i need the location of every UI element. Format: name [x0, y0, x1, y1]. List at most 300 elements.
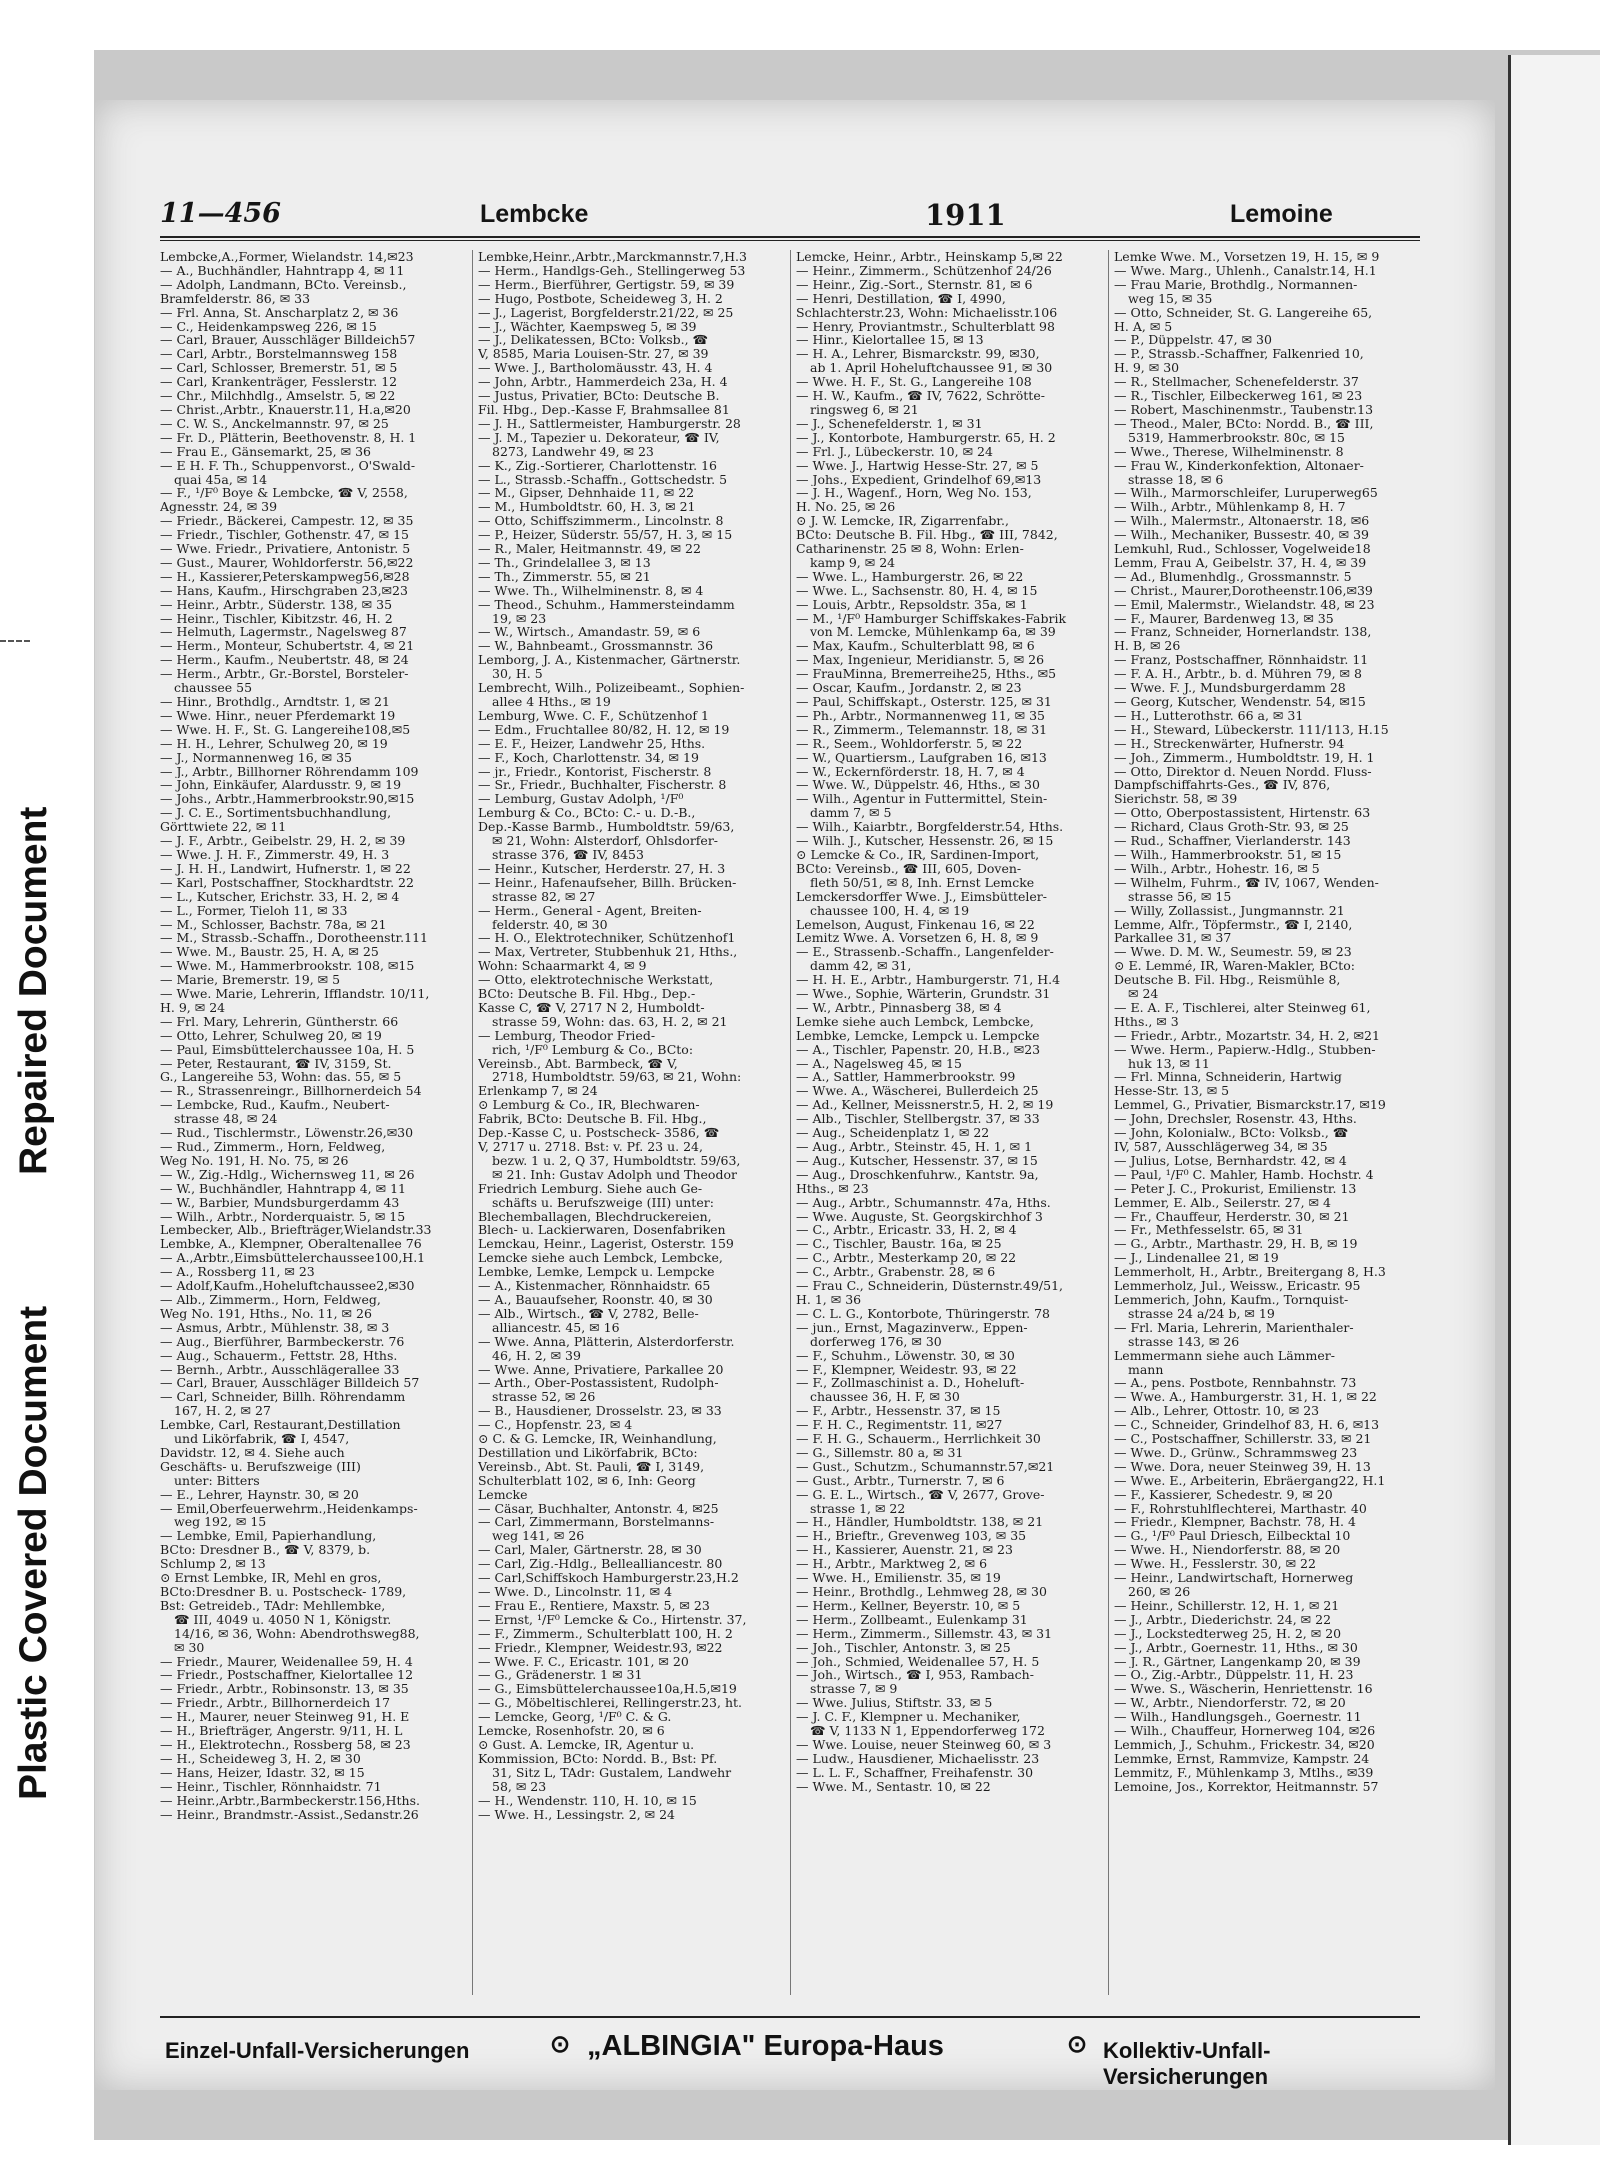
directory-entry: — P., Heizer, Süderstr. 55/57, H. 3, ✉ 15 — [478, 528, 733, 543]
directory-entry: — J., Normannenweg 16, ✉ 35 — [160, 750, 353, 765]
directory-entry: — Th., Zimmerstr. 55, ✉ 21 — [478, 569, 651, 584]
directory-entry: — Asmus, Arbtr., Mühlenstr. 38, ✉ 3 — [160, 1320, 390, 1335]
directory-entry: — Friedr., Klempner, Weidestr.93, ✉22 — [478, 1640, 723, 1655]
directory-entry: — Wwe. H. F., St. G. Langereihe108,✉5 — [160, 722, 411, 737]
directory-entry: — B., Hausdiener, Drosselstr. 23, ✉ 33 — [478, 1404, 722, 1419]
directory-entry: — Lembke, Emil, Papierhandlung, — [160, 1529, 377, 1544]
directory-entry: — Wwe. S., Wäscherin, Henriettenstr. 16 — [1114, 1682, 1373, 1697]
margin-dash-mark — [0, 640, 30, 642]
directory-entry: Blechemballagen, Blechdruckereien, — [478, 1209, 712, 1224]
directory-entry: — A., Tischler, Papenstr. 20, H.B., ✉23 — [796, 1042, 1041, 1057]
directory-entry: rich, ¹/F⁰ Lemburg & Co., BCto: — [492, 1042, 694, 1057]
directory-entry: — W., Barbier, Mundsburgerdamm 43 — [160, 1195, 400, 1210]
directory-entry: ⊙ E. Lemmé, IR, Waren-Makler, BCto: — [1114, 959, 1355, 974]
footer-bullet-left: ⊙ — [550, 2031, 571, 2058]
directory-entry: Lembcke,A.,Former, Wielandstr. 14,✉23 — [160, 250, 414, 264]
directory-entry: — Friedr., Tischler, Gothenstr. 47, ✉ 15 — [160, 528, 410, 543]
directory-entry: — J. C. E., Sortimentsbuchhandlung, — [160, 806, 392, 821]
directory-entry: — F., Koch, Charlottenstr. 34, ✉ 19 — [478, 750, 699, 765]
directory-entry: — E. F., Heizer, Landwehr 25, Hths. — [478, 736, 706, 751]
directory-entry: — M., Strassb.-Schaffn., Dorotheenstr.111 — [160, 931, 428, 946]
directory-entry: — J., Delikatessen, BCto: Volksb., ☎ — [478, 333, 709, 348]
directory-entry: — Adolph, Landmann, BCto. Vereinsb., — [160, 277, 407, 292]
directory-entry: — Wwe. Marie, Lehrerin, Ifflandstr. 10/11, — [160, 987, 430, 1001]
side-label-plastic-text: Plastic Covered Document — [12, 1305, 55, 1800]
directory-entry: quai 45a, ✉ 14 — [174, 472, 268, 487]
directory-entry: Lemmerich, John, Kaufm., Tornquist- — [1114, 1292, 1349, 1307]
directory-entry: — Arth., Ober-Postassistent, Rudolph- — [478, 1376, 719, 1391]
directory-entry: Weg No. 191, Hths., No. 11, ✉ 26 — [160, 1306, 372, 1321]
directory-entry: — A.,Arbtr.,Eimsbüttelerchaussee100,H.1 — [160, 1251, 426, 1266]
directory-entry: — Frau W., Kinderkonfektion, Altonaer- — [1114, 458, 1364, 473]
directory-entry: — M., Gipser, Dehnhaide 11, ✉ 22 — [478, 486, 695, 501]
directory-entry: — Otto, Direktor d. Neuen Nordd. Fluss- — [1114, 764, 1372, 779]
directory-entry: ab 1. April Hoheluftchaussee 91, ✉ 30 — [810, 361, 1053, 376]
directory-entry: Lemckau, Heinr., Lagerist, Osterstr. 159 — [478, 1237, 734, 1252]
guide-word-left: Lembcke — [480, 200, 589, 228]
directory-entry: — Wwe. Th., Wilhelminenstr. 8, ✉ 4 — [478, 583, 704, 598]
directory-entry: — A., Nagelsweg 45, ✉ 15 — [796, 1056, 962, 1071]
directory-entry: Kommission, BCto: Nordd. B., Bst: Pf. — [478, 1751, 718, 1766]
directory-entry: — J., Schenefelderstr. 1, ✉ 31 — [796, 416, 983, 431]
directory-entry: schäfts u. Berufszweige (III) unter: — [492, 1195, 714, 1210]
directory-entry: — Herm., Monteur, Schubertstr. 4, ✉ 21 — [160, 639, 415, 654]
directory-entry: — Wwe. D., Grünw., Schrammsweg 23 — [1114, 1445, 1358, 1460]
directory-entry: — Hans, Kaufm., Hirschgraben 23,✉23 — [160, 583, 408, 598]
directory-entry: Lembke, Lemcke, Lempck u. Lempcke — [796, 1028, 1040, 1043]
directory-entry: — W., Quartiersm., Laufgraben 16, ✉13 — [796, 750, 1047, 765]
directory-entry: Bst: Getreideb., TAdr: Mehllembke, — [160, 1598, 386, 1613]
column-4 — [1114, 250, 1418, 1995]
directory-entry: — jun., Ernst, Magazinverw., Eppen- — [796, 1320, 1028, 1335]
directory-entry: — Wwe. Herm., Papierw.-Hdlg., Stubben- — [1114, 1042, 1376, 1057]
directory-entry: H. A, ✉ 5 — [1114, 319, 1173, 334]
directory-entry: — F., Rohrstuhlflechterei, Marthastr. 40 — [1114, 1501, 1367, 1516]
directory-entry: chaussee 100, H. 4, ✉ 19 — [810, 903, 970, 918]
directory-entry: — Peter, Restaurant, ☎ IV, 3159, St. — [160, 1056, 392, 1071]
directory-entry: — W., Eckernförderstr. 18, H. 7, ✉ 4 — [796, 764, 1025, 779]
directory-entry: — Aug., Scheidenplatz 1, ✉ 22 — [796, 1126, 990, 1140]
directory-entry: — H. W., Kaufm., ☎ IV, 7622, Schrötte- — [796, 389, 1045, 403]
footer-bullet-right: ⊙ — [1067, 2031, 1088, 2058]
directory-entry: — G., ¹/F⁰ Paul Driesch, Eilbecktal 10 — [1114, 1529, 1351, 1544]
directory-entry: ⊙ Gust. A. Lemcke, IR, Agentur u. — [478, 1737, 695, 1752]
directory-entry: — Rud., Schaffner, Vierlanderstr. 143 — [1114, 834, 1351, 848]
directory-entry: Lemcke — [478, 1487, 528, 1502]
directory-entry: — Rud., Zimmerm., Horn, Feldweg, — [160, 1140, 386, 1154]
directory-entry: Hesse-Str. 13, ✉ 5 — [1114, 1084, 1230, 1099]
directory-entry: — Rud., Tischlermstr., Löwenstr.26,✉30 — [160, 1126, 414, 1140]
directory-entry: — W., Arbtr., Niendorferstr. 72, ✉ 20 — [1114, 1696, 1346, 1711]
directory-entry: — L. L. F., Schaffner, Freihafenstr. 30 — [796, 1765, 1034, 1780]
directory-entry: 31, Sitz L, TAdr: Gustalem, Landwehr — [492, 1765, 732, 1780]
directory-entry: — F., Arbtr., Hessenstr. 37, ✉ 15 — [796, 1404, 1001, 1419]
directory-entry: — Max, Vertreter, Stubbenhuk 21, Hths., — [478, 945, 738, 960]
directory-entry: Lemmke, Ernst, Rammvize, Kampstr. 24 — [1114, 1751, 1370, 1766]
directory-entry: huk 13, ✉ 11 — [1128, 1056, 1210, 1071]
directory-entry: — Wwe., Sophie, Wärterin, Grundstr. 31 — [796, 987, 1051, 1001]
directory-entry: Lemmich, J., Schuhm., Frickestr. 34, ✉20 — [1114, 1737, 1375, 1752]
directory-entry: V, 8585, Maria Louisen-Str. 27, ✉ 39 — [478, 347, 709, 362]
directory-entry: Lemcke, Rosenhofstr. 20, ✉ 6 — [478, 1724, 665, 1738]
footer-rule — [160, 2016, 1420, 2018]
directory-entry: strasse 376, ☎ IV, 8453 — [492, 847, 644, 862]
directory-entry: — Gust., Arbtr., Turnerstr. 7, ✉ 6 — [796, 1473, 1005, 1488]
directory-entry: — Lemburg, Theodor Fried- — [478, 1028, 656, 1043]
directory-entry: unter: Bitters — [174, 1473, 260, 1488]
directory-entry: — Herm., Handlgs-Geh., Stellingerweg 53 — [478, 263, 746, 278]
directory-entry: — Carl, Schneider, Billh. Röhrendamm — [160, 1390, 406, 1405]
page-header — [160, 196, 1420, 236]
directory-entry: — Wwe. Julius, Stiftstr. 33, ✉ 5 — [796, 1696, 993, 1711]
directory-entry: ✉ 21, Wohn: Alsterdorf, Ohlsdorfer- — [492, 834, 719, 848]
directory-entry: — Wwe. H., Fesslerstr. 30, ✉ 22 — [1114, 1557, 1316, 1572]
directory-entry: ☎ III, 4049 u. 4050 N 1, Königstr. — [174, 1612, 392, 1627]
directory-entry: — Wwe. H., Niendorferstr. 88, ✉ 20 — [1114, 1543, 1341, 1558]
directory-entry: — Peter J. C., Prokurist, Emilienstr. 13 — [1114, 1181, 1357, 1196]
page-year: 1911 — [925, 198, 1006, 232]
directory-entry: — F., Zimmerm., Schulterblatt 100, H. 2 — [478, 1626, 733, 1641]
directory-entry: — Justus, Privatier, BCto: Deutsche B. — [478, 389, 720, 403]
directory-entry: 260, ✉ 26 — [1128, 1585, 1191, 1599]
column-divider — [1108, 250, 1109, 1995]
directory-entry: — Frau C., Schneiderin, Düsternstr.49/51, — [796, 1279, 1064, 1293]
directory-entry: — Richard, Claus Groth-Str. 93, ✉ 25 — [1114, 820, 1349, 835]
directory-entry: — Cäsar, Buchhalter, Antonstr. 4, ✉25 — [478, 1501, 719, 1516]
directory-entry: — A., Kistenmacher, Rönnhaidstr. 65 — [478, 1279, 711, 1293]
directory-entry: — C., Schneider, Grindelhof 83, H. 6, ✉13 — [1114, 1418, 1380, 1433]
directory-entry: IV, 587, Ausschlägerweg 34, ✉ 35 — [1114, 1140, 1328, 1154]
directory-entry: — Wwe. J. H. F., Zimmerstr. 49, H. 3 — [160, 847, 390, 862]
directory-entry: — Joh., Tischler, Antonstr. 3, ✉ 25 — [796, 1640, 1011, 1655]
directory-entry: strasse 1, ✉ 22 — [810, 1501, 906, 1516]
directory-entry: — C. W. S., Anckelmannstr. 97, ✉ 25 — [160, 416, 389, 431]
directory-entry: ⊙ Lemcke & Co., IR, Sardinen-Import, — [796, 847, 1040, 862]
directory-entry: Blech- u. Lackierwaren, Dosenfabriken — [478, 1223, 726, 1238]
directory-entry: von M. Lemcke, Mühlenkamp 6a, ✉ 39 — [810, 625, 1056, 640]
directory-entry: — J. R., Gärtner, Langenkamp 20, ✉ 39 — [1114, 1654, 1361, 1669]
directory-entry: — R., Seem., Wohldorferstr. 5, ✉ 22 — [796, 736, 1023, 751]
directory-entry: — Wilh., Agentur in Futtermittel, Stein- — [796, 792, 1048, 807]
directory-entry: — C., Arbtr., Mesterkamp 20, ✉ 22 — [796, 1251, 1017, 1266]
directory-entry: — Wilh. J., Kutscher, Hessenstr. 26, ✉ 15 — [796, 834, 1054, 848]
directory-entry: felderstr. 40, ✉ 30 — [492, 917, 608, 932]
directory-entry: — Wilh., Chauffeur, Hornerweg 104, ✉26 — [1114, 1724, 1376, 1738]
directory-entry: strasse 7, ✉ 9 — [810, 1682, 898, 1697]
directory-entry: bezw. 1 u. 2, Q 37, Humboldtstr. 59/63, — [492, 1153, 741, 1168]
directory-entry: — Ad., Blumenhdlg., Grossmannstr. 5 — [1114, 569, 1352, 584]
directory-entry: — Max, Kaufm., Schulterblatt 98, ✉ 6 — [796, 639, 1035, 654]
directory-entry: V, 2717 u. 2718. Bst: v. Pf. 23 u. 24, — [478, 1140, 703, 1154]
directory-entry: — Wwe. D., Lincolnstr. 11, ✉ 4 — [478, 1585, 673, 1599]
directory-entry: — Gust., Schutzm., Schumannstr.57,✉21 — [796, 1459, 1055, 1474]
directory-entry: — Louis, Arbtr., Repsoldstr. 35a, ✉ 1 — [796, 597, 1028, 612]
directory-entry: Vereinsb., Abt. St. Pauli, ☎ I, 3149, — [478, 1459, 705, 1474]
directory-entry: — J. H., Wagenf., Horn, Weg No. 153, — [796, 486, 1032, 501]
directory-entry: Lemelson, August, Finkenau 16, ✉ 22 — [796, 917, 1035, 932]
directory-entry: — C., Hopfenstr. 23, ✉ 4 — [478, 1418, 633, 1433]
directory-entry: — F., Kassierer, Schedestr. 9, ✉ 20 — [1114, 1487, 1333, 1502]
directory-entry: G., Langereihe 53, Wohn: das. 55, ✉ 5 — [160, 1070, 402, 1085]
directory-entry: — Ad., Kellner, Meissnerstr.5, H. 2, ✉ 19 — [796, 1098, 1054, 1113]
directory-entry: — Henry, Proviantmstr., Schulterblatt 98 — [796, 319, 1055, 334]
directory-entry: — A., Buchhändler, Hahntrapp 4, ✉ 11 — [160, 263, 405, 278]
directory-entry: — Aug., Schauerm., Fettstr. 28, Hths. — [160, 1348, 398, 1363]
directory-entry: fleth 50/51, ✉ 8, Inh. Ernst Lemcke — [810, 875, 1035, 890]
directory-entry: — Wwe. Anne, Privatiere, Parkallee 20 — [478, 1362, 724, 1377]
directory-entry: — Johs., Arbtr.,Hammerbrookstr.90,✉15 — [160, 792, 415, 807]
directory-entry: — A., Sattler, Hammerbrookstr. 99 — [796, 1070, 1016, 1085]
directory-entry: — Otto, Lehrer, Schulweg 20, ✉ 19 — [160, 1028, 382, 1043]
directory-entry: Parkallee 31, ✉ 37 — [1114, 931, 1232, 946]
directory-entry: — jr., Friedr., Kontorist, Fischerstr. 8 — [478, 764, 712, 779]
directory-entry: — Friedr., Postschaffner, Kielortallee 12 — [160, 1668, 414, 1683]
directory-entry: ✉ 24 — [1128, 987, 1159, 1001]
directory-entry: — Frl. Maria, Lehrerin, Marienthaler- — [1114, 1320, 1354, 1335]
directory-entry: — C., Tischler, Baustr. 16a, ✉ 25 — [796, 1237, 1002, 1252]
directory-entry: — John, Drechsler, Rosenstr. 43, Hths. — [1114, 1112, 1357, 1127]
directory-entry: — Carl, Zig.-Hdlg., Bellealliancestr. 80 — [478, 1557, 723, 1572]
directory-entry: Lemmer, E. Alb., Seilerstr. 27, ✉ 4 — [1114, 1195, 1331, 1210]
directory-entry: — J., Wächter, Kaempsweg 5, ✉ 39 — [478, 319, 697, 334]
directory-entry: — Wilh., Arbtr., Mühlenkamp 8, H. 7 — [1114, 500, 1346, 515]
directory-entry: — Wwe. A., Wäscherei, Bullerdeich 25 — [796, 1084, 1039, 1099]
directory-entry: Erlenkamp 7, ✉ 24 — [478, 1084, 598, 1099]
directory-entry: weg 192, ✉ 15 — [174, 1515, 267, 1530]
directory-entry: — Wilh., Arbtr., Norderquaistr. 5, ✉ 15 — [160, 1209, 406, 1224]
directory-entry: — H., Wendenstr. 110, H. 10, ✉ 15 — [478, 1793, 697, 1808]
directory-entry: Lembke, Lemke, Lempck u. Lempcke — [478, 1265, 715, 1280]
directory-entry: Weg No. 191, H. No. 75, ✉ 26 — [160, 1153, 349, 1168]
directory-entry: — Wwe. M., Sentastr. 10, ✉ 22 — [796, 1779, 991, 1794]
directory-entry: — Wwe. M., Hammerbrookstr. 108, ✉15 — [160, 959, 415, 974]
directory-entry: — A., Rossberg 11, ✉ 23 — [160, 1265, 315, 1280]
directory-entry: — Carl, Arbtr., Borstelmannsweg 158 — [160, 347, 398, 362]
directory-entry: H. 9, ✉ 30 — [1114, 361, 1180, 376]
directory-entry: Kasse C, ☎ V, 2717 N 2, Humboldt- — [478, 1000, 705, 1015]
directory-entry: — Helmuth, Lagermstr., Nagelsweg 87 — [160, 625, 407, 640]
directory-entry: 167, H. 2, ✉ 27 — [174, 1404, 271, 1419]
directory-entry: — F. H. G., Schauerm., Herrlichkeit 30 — [796, 1432, 1041, 1446]
header-rule-thin — [160, 240, 1420, 241]
directory-entry: — Hans, Heizer, Idastr. 32, ✉ 15 — [160, 1765, 365, 1780]
directory-entry: — Paul, Schiffskapt., Osterstr. 125, ✉ 31 — [796, 695, 1052, 709]
directory-entry: — Joh., Wirtsch., ☎ I, 953, Rambach- — [796, 1668, 1034, 1683]
directory-entry: Görttwiete 22, ✉ 11 — [160, 820, 287, 835]
directory-entry: — Fr. D., Plätterin, Beethovenstr. 8, H. 1 — [160, 430, 417, 445]
directory-entry: — Wwe. F. J., Mundsburgerdamm 28 — [1114, 681, 1346, 695]
directory-entry: — J., Arbtr., Billhorner Röhrendamm 109 — [160, 764, 419, 779]
directory-entry: — F., Zollmaschinist a. D., Hoheluft- — [796, 1376, 1025, 1391]
directory-entry: ⊙ Ernst Lembke, IR, Mehl en gros, — [160, 1571, 382, 1585]
directory-entry: — H. O., Elektrotechniker, Schützenhof1 — [478, 931, 736, 946]
directory-entry: — F., Maurer, Bardenweg 13, ✉ 35 — [1114, 611, 1334, 626]
directory-entry: — Herm., Bierführer, Gertigstr. 59, ✉ 39 — [478, 277, 735, 292]
directory-entry: — Paul, Eimsbüttelerchaussee 10a, H. 5 — [160, 1042, 415, 1057]
directory-entry: alliancestr. 45, ✉ 16 — [492, 1320, 620, 1335]
directory-entry: — W., Bahnbeamt., Grossmannstr. 36 — [478, 639, 714, 654]
directory-entry: — C., Heidenkampsweg 226, ✉ 15 — [160, 319, 377, 334]
directory-entry: Lemburg & Co., BCto: C.- u. D.-B., — [478, 806, 696, 821]
directory-entry: — J. H., Sattlermeister, Hamburgerstr. 28 — [478, 416, 741, 431]
directory-entry: Schulterblatt 102, ✉ 6, Inh: Georg — [478, 1473, 696, 1488]
directory-entry: — H., Scheideweg 3, H. 2, ✉ 30 — [160, 1751, 361, 1766]
directory-entry: — Wwe. L., Sachsenstr. 80, H. 4, ✉ 15 — [796, 583, 1038, 598]
directory-entry: — Ph., Arbtr., Normannenweg 11, ✉ 35 — [796, 708, 1045, 723]
directory-entry: — Friedr., Bäckerei, Campestr. 12, ✉ 35 — [160, 514, 414, 529]
directory-entry: 19, ✉ 23 — [492, 611, 547, 626]
directory-entry: — Th., Grindelallee 3, ✉ 13 — [478, 555, 651, 570]
directory-entry: — Frau E., Rentiere, Maxstr. 5, ✉ 23 — [478, 1598, 710, 1613]
directory-entry: kamp 9, ✉ 24 — [810, 555, 896, 570]
directory-entry: — Carl, Schlosser, Bremerstr. 51, ✉ 5 — [160, 361, 398, 376]
directory-entry: H. No. 25, ✉ 26 — [796, 500, 896, 515]
directory-entry: — M., ¹/F⁰ Hamburger Schiffskakes-Fabrik — [796, 611, 1067, 626]
directory-entry: — Ernst, ¹/F⁰ Lemcke & Co., Hirtenstr. 37, — [478, 1612, 747, 1627]
directory-entry: — Wwe. J., Hartwig Hesse-Str. 27, ✉ 5 — [796, 458, 1039, 473]
directory-entry: — FrauMinna, Bremerreihe25, Hths., ✉5 — [796, 667, 1057, 682]
directory-entry: — Christ.,Arbtr., Knauerstr.11, H.a,✉20 — [160, 402, 411, 417]
directory-entry: — Wilh., Kaiarbtr., Borgfelderstr.54, Hths. — [796, 820, 1064, 835]
directory-entry: — H., Elektrotechn., Rossberg 58, ✉ 23 — [160, 1737, 411, 1752]
directory-entry: — Wilh., Marmorschleifer, Luruperweg65 — [1114, 486, 1378, 501]
directory-entry: — Wwe. A., Hamburgerstr. 31, H. 1, ✉ 22 — [1114, 1390, 1377, 1405]
directory-entry: — Herm., Zimmerm., Sillemstr. 43, ✉ 31 — [796, 1626, 1053, 1641]
directory-entry: — Aug., Droschkenfuhrw., Kantstr. 9a, — [796, 1167, 1039, 1182]
directory-entry: — Frl. J., Lübeckerstr. 10, ✉ 24 — [796, 444, 993, 459]
directory-entry: — Herm., Kellner, Beyerstr. 10, ✉ 5 — [796, 1598, 1021, 1613]
directory-entry: — Heinr., Schillerstr. 12, H. 1, ✉ 21 — [1114, 1598, 1340, 1613]
directory-entry: H. B, ✉ 26 — [1114, 639, 1181, 654]
directory-entry: — Sr., Friedr., Buchhalter, Fischerstr. 8 — [478, 778, 727, 793]
directory-entry: — Wwe. H., Emilienstr. 35, ✉ 19 — [796, 1571, 1001, 1585]
directory-entry: BCto: Vereinsb., ☎ III, 605, Doven- — [796, 861, 1022, 876]
directory-entry: — G. E. L., Wirtsch., ☎ V, 2677, Grove- — [796, 1487, 1045, 1502]
directory-entry: H. 9, ✉ 24 — [160, 1000, 226, 1015]
directory-entry: — A., Bauaufseher, Roonstr. 40, ✉ 30 — [478, 1292, 713, 1307]
directory-entry: — Hinr., Kielortallee 15, ✉ 13 — [796, 333, 984, 348]
directory-entry: — J., Kontorbote, Hamburgerstr. 65, H. 2 — [796, 430, 1056, 445]
directory-entry: — Oscar, Kaufm., Jordanstr. 2, ✉ 23 — [796, 681, 1022, 695]
directory-entry: — Wilh., Arbtr., Hohestr. 16, ✉ 5 — [1114, 861, 1320, 876]
directory-entry: — Wwe. Friedr., Privatiere, Antonistr. 5 — [160, 542, 411, 556]
directory-entry: — H., Briefträger, Angerstr. 9/11, H. L — [160, 1724, 403, 1738]
directory-entry: — Lemburg, Gustav Adolph, ¹/F⁰ — [478, 792, 684, 807]
directory-entry: Deutsche B. Fil. Hbg., Reismühle 8, — [1114, 973, 1341, 988]
directory-entry: ☎ V, 1133 N 1, Eppendorferweg 172 — [810, 1724, 1045, 1738]
directory-entry: — Frl. Minna, Schneiderin, Hartwig — [1114, 1070, 1342, 1085]
directory-entry: — R., Stellmacher, Schenefelderstr. 37 — [1114, 375, 1359, 390]
column-3 — [796, 250, 1100, 1995]
directory-entry: — Carl, Maler, Gärtnerstr. 28, ✉ 30 — [478, 1543, 702, 1558]
directory-entry: — W., Wirtsch., Amandastr. 59, ✉ 6 — [478, 625, 701, 640]
directory-entry: — H. H. E., Arbtr., Hamburgerstr. 71, H.4 — [796, 973, 1061, 988]
directory-entry: Lemcke, Heinr., Arbtr., Heinskamp 5,✉ 22 — [796, 250, 1063, 264]
directory-entry: — L., Kutscher, Erichstr. 33, H. 2, ✉ 4 — [160, 889, 400, 904]
directory-entry: — W., Buchhändler, Hahntrapp 4, ✉ 11 — [160, 1181, 406, 1196]
directory-entry: — Friedr., Maurer, Weidenallee 59, H. 4 — [160, 1654, 413, 1669]
footer-right-text: Kollektiv-Unfall-Versicherungen — [1103, 2038, 1271, 2089]
directory-entry: — E., Strassenb.-Schaffn., Langenfelder- — [796, 945, 1054, 960]
directory-entry: mann — [1128, 1362, 1164, 1377]
directory-entry: — Chr., Milchhdlg., Amselstr. 5, ✉ 22 — [160, 389, 396, 403]
directory-entry: — Hugo, Postbote, Scheideweg 3, H. 2 — [478, 291, 723, 306]
directory-entry: Lembrecht, Wilh., Polizeibeamt., Sophien- — [478, 681, 745, 695]
directory-entry: damm 7, ✉ 5 — [810, 806, 892, 821]
directory-entry: — Paul, ¹/F⁰ C. Mahler, Hamb. Hochstr. 4 — [1114, 1167, 1374, 1182]
directory-entry: ✉ 30 — [174, 1640, 205, 1655]
directory-entry: — G., Eimsbüttelerchaussee10a,H.5,✉19 — [478, 1682, 737, 1697]
directory-entry: — J., Lindenallee 21, ✉ 19 — [1114, 1251, 1279, 1266]
directory-entry: allee 4 Hths., ✉ 19 — [492, 695, 611, 709]
directory-entry: BCto:Dresdner B. u. Postscheck- 1789, — [160, 1585, 407, 1599]
directory-entry: Lemke Wwe. M., Vorsetzen 19, H. 15, ✉ 9 — [1114, 250, 1380, 264]
directory-entry: — Alb., Zimmerm., Horn, Feldweg, — [160, 1292, 381, 1307]
directory-entry: — Frl. Anna, St. Anscharplatz 2, ✉ 36 — [160, 305, 399, 320]
page-number: 11—456 — [160, 198, 281, 229]
directory-entry: — Otto, elektrotechnische Werkstatt, — [478, 973, 714, 988]
directory-entry: — Alb., Wirtsch., ☎ V, 2782, Belle- — [478, 1306, 699, 1321]
directory-entry: — Heinr., Landwirtschaft, Hornerweg — [1114, 1571, 1354, 1585]
directory-entry: — M., Humboldtstr. 60, H. 3, ✉ 21 — [478, 500, 696, 515]
directory-entry: Fabrik, BCto: Deutsche B. Fil. Hbg., — [478, 1112, 707, 1127]
directory-entry: — Heinr., Zimmerm., Schützenhof 24/26 — [796, 263, 1052, 278]
directory-entry: strasse 48, ✉ 24 — [174, 1112, 278, 1127]
directory-entry: — Hinr., Brothdlg., Arndtstr. 1, ✉ 21 — [160, 695, 390, 709]
directory-entry: — Friedr., Klempner, Bachstr. 78, H. 4 — [1114, 1515, 1356, 1530]
directory-entry: Catharinenstr. 25 ✉ 8, Wohn: Erlen- — [796, 542, 1024, 556]
column-2 — [478, 250, 782, 1995]
directory-entry: Lemoine, Jos., Korrektor, Heitmannstr. 57 — [1114, 1779, 1379, 1794]
directory-entry: — Friedr., Arbtr., Billhornerdeich 17 — [160, 1696, 391, 1711]
directory-entry: damm 42, ✉ 31, — [810, 959, 912, 974]
directory-entry: — Wwe. D. M. W., Seumestr. 59, ✉ 23 — [1114, 945, 1352, 960]
directory-entry: Lemburg, Wwe. C. F., Schützenhof 1 — [478, 708, 709, 723]
directory-entry: — Alb., Tischler, Stellbergstr. 37, ✉ 33 — [796, 1112, 1040, 1127]
directory-entry: — Herm., Kaufm., Neubertstr. 48, ✉ 24 — [160, 653, 409, 668]
directory-entry: Lemborg, J. A., Kistenmacher, Gärtnerstr. — [478, 653, 741, 668]
directory-entry: — Carl, Zimmermann, Borstelmanns- — [478, 1515, 715, 1530]
directory-entry: — Emil,Oberfeuerwehrm.,Heidenkamps- — [160, 1501, 418, 1516]
directory-entry: — Herm., Arbtr., Gr.-Borstel, Borsteler- — [160, 667, 409, 682]
directory-entry: ringsweg 6, ✉ 21 — [810, 402, 919, 417]
directory-entry: Lembke, Carl, Restaurant,Destillation — [160, 1418, 401, 1433]
directory-entry: 14/16, ✉ 36, Wohn: Abendrothsweg88, — [174, 1626, 420, 1641]
directory-entry: — H. H., Lehrer, Schulweg 20, ✉ 19 — [160, 736, 388, 751]
directory-entry: — Wilh., Mechaniker, Bussestr. 40, ✉ 39 — [1114, 528, 1369, 543]
directory-entry: — Herm., Zollbeamt., Eulenkamp 31 — [796, 1612, 1028, 1627]
directory-entry: — Wwe. E., Arbeiterin, Ebräergang22, H.1 — [1114, 1473, 1386, 1488]
directory-entry: strasse 82, ✉ 27 — [492, 889, 596, 904]
directory-entry: — John, Arbtr., Hammerdeich 23a, H. 4 — [478, 375, 728, 390]
directory-entry: — Aug., Arbtr., Schumannstr. 47a, Hths. — [796, 1195, 1051, 1210]
directory-entry: — H., Händler, Humboldtstr. 138, ✉ 21 — [796, 1515, 1044, 1530]
directory-entry: Lemcke siehe auch Lembck, Lembcke, — [478, 1251, 723, 1266]
directory-entry: Lemitz Wwe. A. Vorsetzen 6, H. 8, ✉ 9 — [796, 931, 1039, 946]
directory-entry: — L., Former, Tieloh 11, ✉ 33 — [160, 903, 348, 918]
directory-entry: 46, H. 2, ✉ 39 — [492, 1348, 581, 1363]
directory-entry: — Wwe. J., Bartholomäusstr. 43, H. 4 — [478, 361, 713, 376]
directory-entry: — Julius, Lotse, Bernhardstr. 42, ✉ 4 — [1114, 1153, 1347, 1168]
directory-entry: — Wwe. Marg., Uhlenh., Canalstr.14, H.1 — [1114, 263, 1377, 278]
directory-entry: — Heinr., Tischler, Kibitzstr. 46, H. 2 — [160, 611, 393, 626]
directory-entry: — Wwe. Hinr., neuer Pferdemarkt 19 — [160, 708, 396, 723]
directory-entry: — G., Möbeltischlerei, Rellingerstr.23, ht. — [478, 1696, 742, 1711]
directory-entry: — E. A. F., Tischlerei, alter Steinweg 61, — [1114, 1000, 1371, 1015]
directory-entry: strasse 143, ✉ 26 — [1128, 1334, 1240, 1349]
directory-entry: 58, ✉ 23 — [492, 1779, 547, 1794]
footer-left-text: Einzel-Unfall-Versicherungen — [165, 2038, 470, 2063]
